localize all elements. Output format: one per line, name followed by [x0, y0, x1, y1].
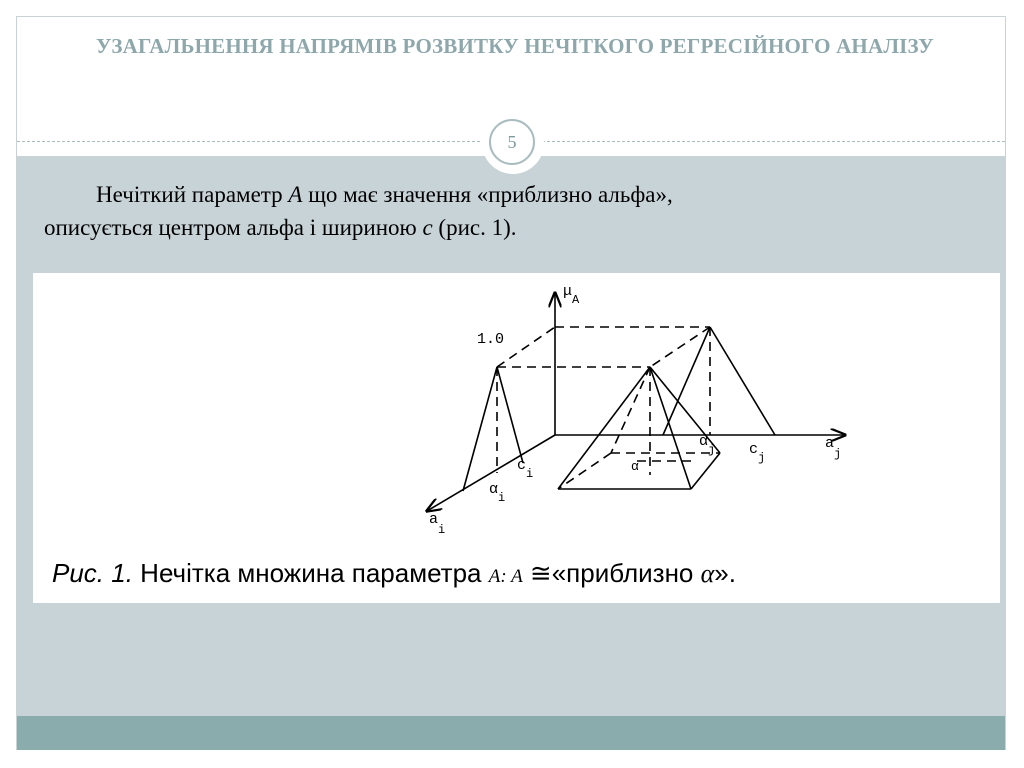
caption-text: Нечітка множина параметра — [132, 558, 489, 588]
caption-math: A: A — [488, 566, 523, 587]
ai-axis — [427, 435, 555, 511]
caption-prefix: Рис. 1. — [52, 558, 133, 588]
body-text: (рис. 1). — [432, 215, 517, 240]
slide-title: УЗАГАЛЬНЕННЯ НАПРЯМІВ РОЗВИТКУ НЕЧІТКОГО РЕГРЕСІЙНОГО АНАЛІЗУ — [96, 34, 934, 58]
alpha-i-label: $\alpha_i$ — [489, 481, 506, 505]
alpha-j-label: $\alpha_j$ — [699, 433, 716, 457]
body-line-2 — [44, 211, 984, 244]
fuzzy-set-diagram — [33, 273, 1000, 603]
body-text: що має значення «приблизно альфа», — [302, 182, 673, 207]
figure-panel — [33, 273, 1000, 603]
slide-footer-bar — [17, 716, 1005, 750]
body-line-1 — [44, 178, 984, 211]
page-number-badge — [489, 119, 535, 165]
body-text: описується центром альфа і шириною — [44, 215, 423, 240]
body-paragraph — [44, 178, 984, 244]
body-text: Нечіткий параметр — [96, 182, 289, 207]
ai-axis-label: $a_i$ — [429, 511, 446, 537]
alpha-label: α — [631, 459, 639, 474]
pyramid — [558, 367, 720, 489]
page-number: 5 — [507, 131, 517, 152]
variable-c: c — [422, 215, 433, 240]
one-label: 1.0 — [477, 331, 505, 348]
guide-lines — [497, 327, 720, 489]
aj-axis-label: $a_j$ — [825, 435, 842, 461]
ci-label: $c_i$ — [517, 457, 534, 481]
triangle-aj — [663, 327, 775, 435]
mu-axis-label: $\mu_A$ — [563, 283, 580, 307]
caption-end: ». — [714, 558, 736, 588]
figure-caption — [52, 558, 736, 589]
cj-label: $c_j$ — [749, 441, 766, 465]
variable-a: A — [288, 182, 303, 207]
caption-rest: ≅«приблизно — [522, 558, 701, 588]
caption-alpha: α — [700, 559, 715, 588]
